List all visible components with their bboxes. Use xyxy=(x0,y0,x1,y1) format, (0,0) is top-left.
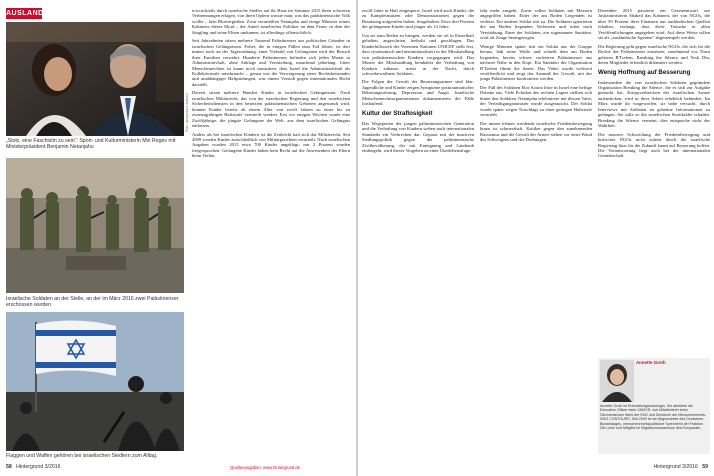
right-col3b-para-1: Insbesondere die von israelischen Soldaten gegründete Organisation Breaking the Silence, die es sich zur Aufgabe gemacht hat, Kriegsverbrechen der israelischen Armee aufzudecken, wird in ihrer Arbeit erheblich behindert. Im März wurde ihr vorgeworfen, sie habe versucht, durch Interviews mit Soldaten an geheime Informationen zu gelangen. Sie solle so die israelischen Streitkräfte schaden. Breaking the Silence verneint, dies entspreche nicht der Wahrheit. xyxy=(598,79,710,129)
right-col1-para-3: Die Folgen der Gewalt der Besatzungsarmee sind klar: Jugendliche und Kinder zeigen Symptome posttraumatischer Belastungsstörung, Depression und Angst. Israelische Menschenrechtsorganisationen dokumentieren die Fälle fortlaufend. xyxy=(362,79,474,107)
subheading-hoffnung: Wenig Hoffnung auf Besserung xyxy=(598,68,691,76)
right-col3-para-1: Dezember 2015 passierte ein Gesetzentwurf zur Justizministerin Shaked das Kabinett, der von NGOs, die über 50 Prozent ihrer Finanzen aus ausländischen Quellen erhalten, verlangt, dass diese Tatsache in allen Veröffentlichungen angegeben wird. Auf diese Weise sollen sie als „ausländische Agenten" abgestempelt werden. xyxy=(598,8,710,41)
right-col2-para-4: Der immer kleiner werdende israelische Friedensbewegung hinzu ist schmerzhaft. Kritiker gegen den zunehmenden Rassismus und die Gewalt der Armee stehen vor einer Wand des Schweigens und der Drohungen. xyxy=(480,120,592,142)
right-col2-para-1: fahr mehr ausgeht. Zuvor sollen Soldaten mit Messern angegriffen haben. Einer der am Boden Liegenden ist verletzt. Ein anderer Soldat tritt zu. Die Soldaten ignorieren die am Boden liegenden Verletzten und rufen nach Verstärkung. Einer der Soldaten, ein sogenannter Sanitäter, wird als Zeuge herangezogen. xyxy=(480,8,592,41)
photo-flags xyxy=(6,312,184,451)
left-footer xyxy=(6,464,61,470)
right-page-number: 59 xyxy=(702,464,708,470)
author-bio: Annette Groth ist Entwicklungssoziologin. Sie arbeitete als Education Officer beim UNHCR, war Mitarbeiterin beim Ökumenischen Werk der EKD und Direktorin der Menschenrechts-NGO CONTOURS. Seit 2009 ist sie Abgeordnete des Deutschen Bundestages, menschenrechtspolitische Sprecherin der Fraktion Die Linke und Mitglied im Migrationsausschuss des Europarats. xyxy=(600,404,706,431)
subheading-straflosigkeit: Kultur der Straflosigkeit xyxy=(362,109,433,117)
section-tag: AUSLAND xyxy=(6,10,44,17)
right-col3b-para-2: Die massive Schwächung der Friedensbewegung und kritischer NGOs nicht zuletzt durch die israelische Regierung lässt für die Zukunft kaum auf Besserung hoffen. Die Verantwortung liegt auch bei der internationalen Gemeinschaft. xyxy=(598,131,710,159)
left-col-para-1: towcockteils durch israelische Siedler auf ihr Haus im Sommer 2015 ihren schweren Verbrennungen erlagen, von ihren Opfern wusste man, was das palästinensische Volk wollte – kein Blutvergießen. Zwar verurteilten Netanjahu und einige Minister seines Kabinetts dieses Mord – der Anteil israelischer Politiker an dem Feuer, in dem der Säugling und seine Eltern umkamen, ist allerdings offensichtlich. xyxy=(192,8,350,35)
right-col1b-para-1: Das Wegsperren der jungen palästinensischen Generation und die Verhaftung von Kindern stehen nach internationalen Standards ein Verbrechen dar. Gepaart mit der massiven Siedlungspolitik gegen die palästinensische Zivilbevölkerung, der mit Enteignung und Landraub einhergeht, wird dieses Vorgehen zu einer Überlebensfrage. xyxy=(362,120,474,153)
left-col-para-3: Derzeit sitzen mehrere Hundert Kinder in israelischen Gefängnissen. Nach israelischen Militärrecht, das von der israelischen Regierung und den israelischen Sicherheitsdiensten in den besetzten palästinensischen Gebieten angewandt wird, können Kinder bereits ab einem Alter von zwölf Jahren zu einer bis zu zwanzigjährigen Haftstrafe verurteilt werden. Erst vor einigen Wochen wurde eine Zwölfjährige, die jüngste Gefangene der Welt, aus dem israelischen Gefängnis entlassen. xyxy=(192,90,350,129)
right-text-column-1 xyxy=(362,8,474,454)
photo-politicians xyxy=(6,22,184,136)
flags-photo-graphic xyxy=(6,312,184,451)
soldiers-photo-graphic xyxy=(6,158,184,293)
photo1-caption: „Stolz, eine Faschistin zu sein": Sport- und Kulturministerin Miri Regev mit Ministerpräsident Benjamin Netanjahu xyxy=(6,138,176,151)
author-name: Annette Groth xyxy=(636,360,666,365)
right-col1-para-2: Um sie zum Reden zu bringen, werden sie oft in Einzelhaft gehalten, angeschrien, bedroht und geschlagen. Das Kinderhilfswerk der Vereinten Nationen UNICEF stellt fest, dass systematisch und institutionalisiert in der Misshandlung von palästinensischen Kindern vorgegangen wird. Das Muster der Misshandlung beinhaltet die Verhaftung von Kindern zuhause, meist in der Nacht, durch schwerbewaffnete Soldaten. xyxy=(362,32,474,76)
author-portrait-graphic xyxy=(600,360,634,402)
sources-link[interactable]: Quellenangaben: www.hintergrund.de xyxy=(230,465,301,470)
author-box xyxy=(598,358,710,454)
photo2-caption: Israelische Soldaten an der Stelle, an der im März 2016 zwei Palästinenser erschossen wurden xyxy=(6,296,179,309)
left-page-number: 58 xyxy=(6,464,12,470)
right-col1-para-1: zwölf Jahre in Haft eingesperrt. Israel wird auch Kinder, die zu Kampfeinsätzen oder Demonstrationen gegen die Besatzung aufgerufen haben, festgehalten. Etwa drei Prozent der gefangenen Kinder sind jünger als 14 Jahre. xyxy=(362,8,474,30)
photo-soldiers xyxy=(6,158,184,293)
author-photo xyxy=(600,360,634,402)
right-col2-para-3: Der Fall des Soldaten Elor Azaria löste in Israel eine heftige Debatte aus. Viele Politiker des rechten Lagers stellten sich hinter den Soldaten. Netanjahu telefonierte mit dessen Vater, der Verteidigungsminister wurde ausgetauscht. Der Soldat wurde später wegen Totschlags zu einer geringen Haftstrafe verurteilt. xyxy=(480,84,592,118)
photo1-credit: Foto: dpa/picture alliance xyxy=(185,92,189,132)
left-publication: Hintergrund 3/2016 xyxy=(16,464,61,470)
politicians-photo-graphic xyxy=(6,22,184,136)
right-publication: Hintergrund 3/2016 xyxy=(653,464,698,470)
left-text-column xyxy=(192,8,350,454)
left-col-para-4: Anders als bei israelischen Kindern ist die Zeitleicht halt sich das Militärrecht. Seit 2009 werden Kinder ausschließlich von Militärgerichten verurteilt. Nach israelischen Angaben wurden 2015 etwa 700 Kinder angeklagt; nur 2 Prozent wurden freigesprochen. Gefangene Kinder haben kein Recht auf die Anwesenheit der Eltern beim Verhör. xyxy=(192,131,350,159)
right-text-column-2 xyxy=(480,8,592,454)
right-col2-para-2: Wenige Minuten später tritt ein Soldat aus der Gruppe heraus, lädt seine Waffe und schießt dem am Boden liegenden, bereits schwer verletzten Palästinenser aus nächster Nähe in den Kopf. Ein Sanitäter der Organisation B'Tselem filmte die Szene. Das Video wurde weltweit veröffentlicht und zeigt das Ausmaß der Gewalt, mit der junge Palästinenser konfrontiert werden. xyxy=(480,43,592,82)
right-text-column-3 xyxy=(598,8,710,354)
right-page xyxy=(358,0,714,476)
photo3-caption: Flaggen und Waffen gehören bei israelischen Siedlern zum Alltag. xyxy=(6,453,158,459)
left-col-para-2: Seit Jahrzehnten sitzen mehrere Tausend Palästinenser aus politischen Gründen in israelischen Gefängnissen. Folter, die in einigen Fällen zum Tod führte, ist dort immer noch an der Tagesordnung, einer Vielzahl von Gefangenen wird der Besuch ihrer Familien verwehrt. Hunderte Palästinenser befinden sich jeden Monat in Administrativhaft, ohne Anklage und Verurteilung, manchmal jahrelang. Unter Menschenrechten ist kaum noch umstritten, dass Israel die Administrativhaft als Kollektivstrafe missbraucht – genau wie die Verweigerung eines Rechtsbeistandes und unabhängiger Haftprüfungen, was einem Verstoß gegen internationales Recht darstellt. xyxy=(192,38,350,87)
left-page xyxy=(0,0,356,476)
right-footer xyxy=(653,464,708,470)
right-col3-para-2: Die Regierung geht gegen israelische NGOs, die sich für die Rechte der Palästinenser einsetzen, zunehmend vor. Dazu gehören B'Tselem, Breaking the Silence und Yesh Din, deren Mitglieder öffentlich diffamiert werden. xyxy=(598,43,710,66)
